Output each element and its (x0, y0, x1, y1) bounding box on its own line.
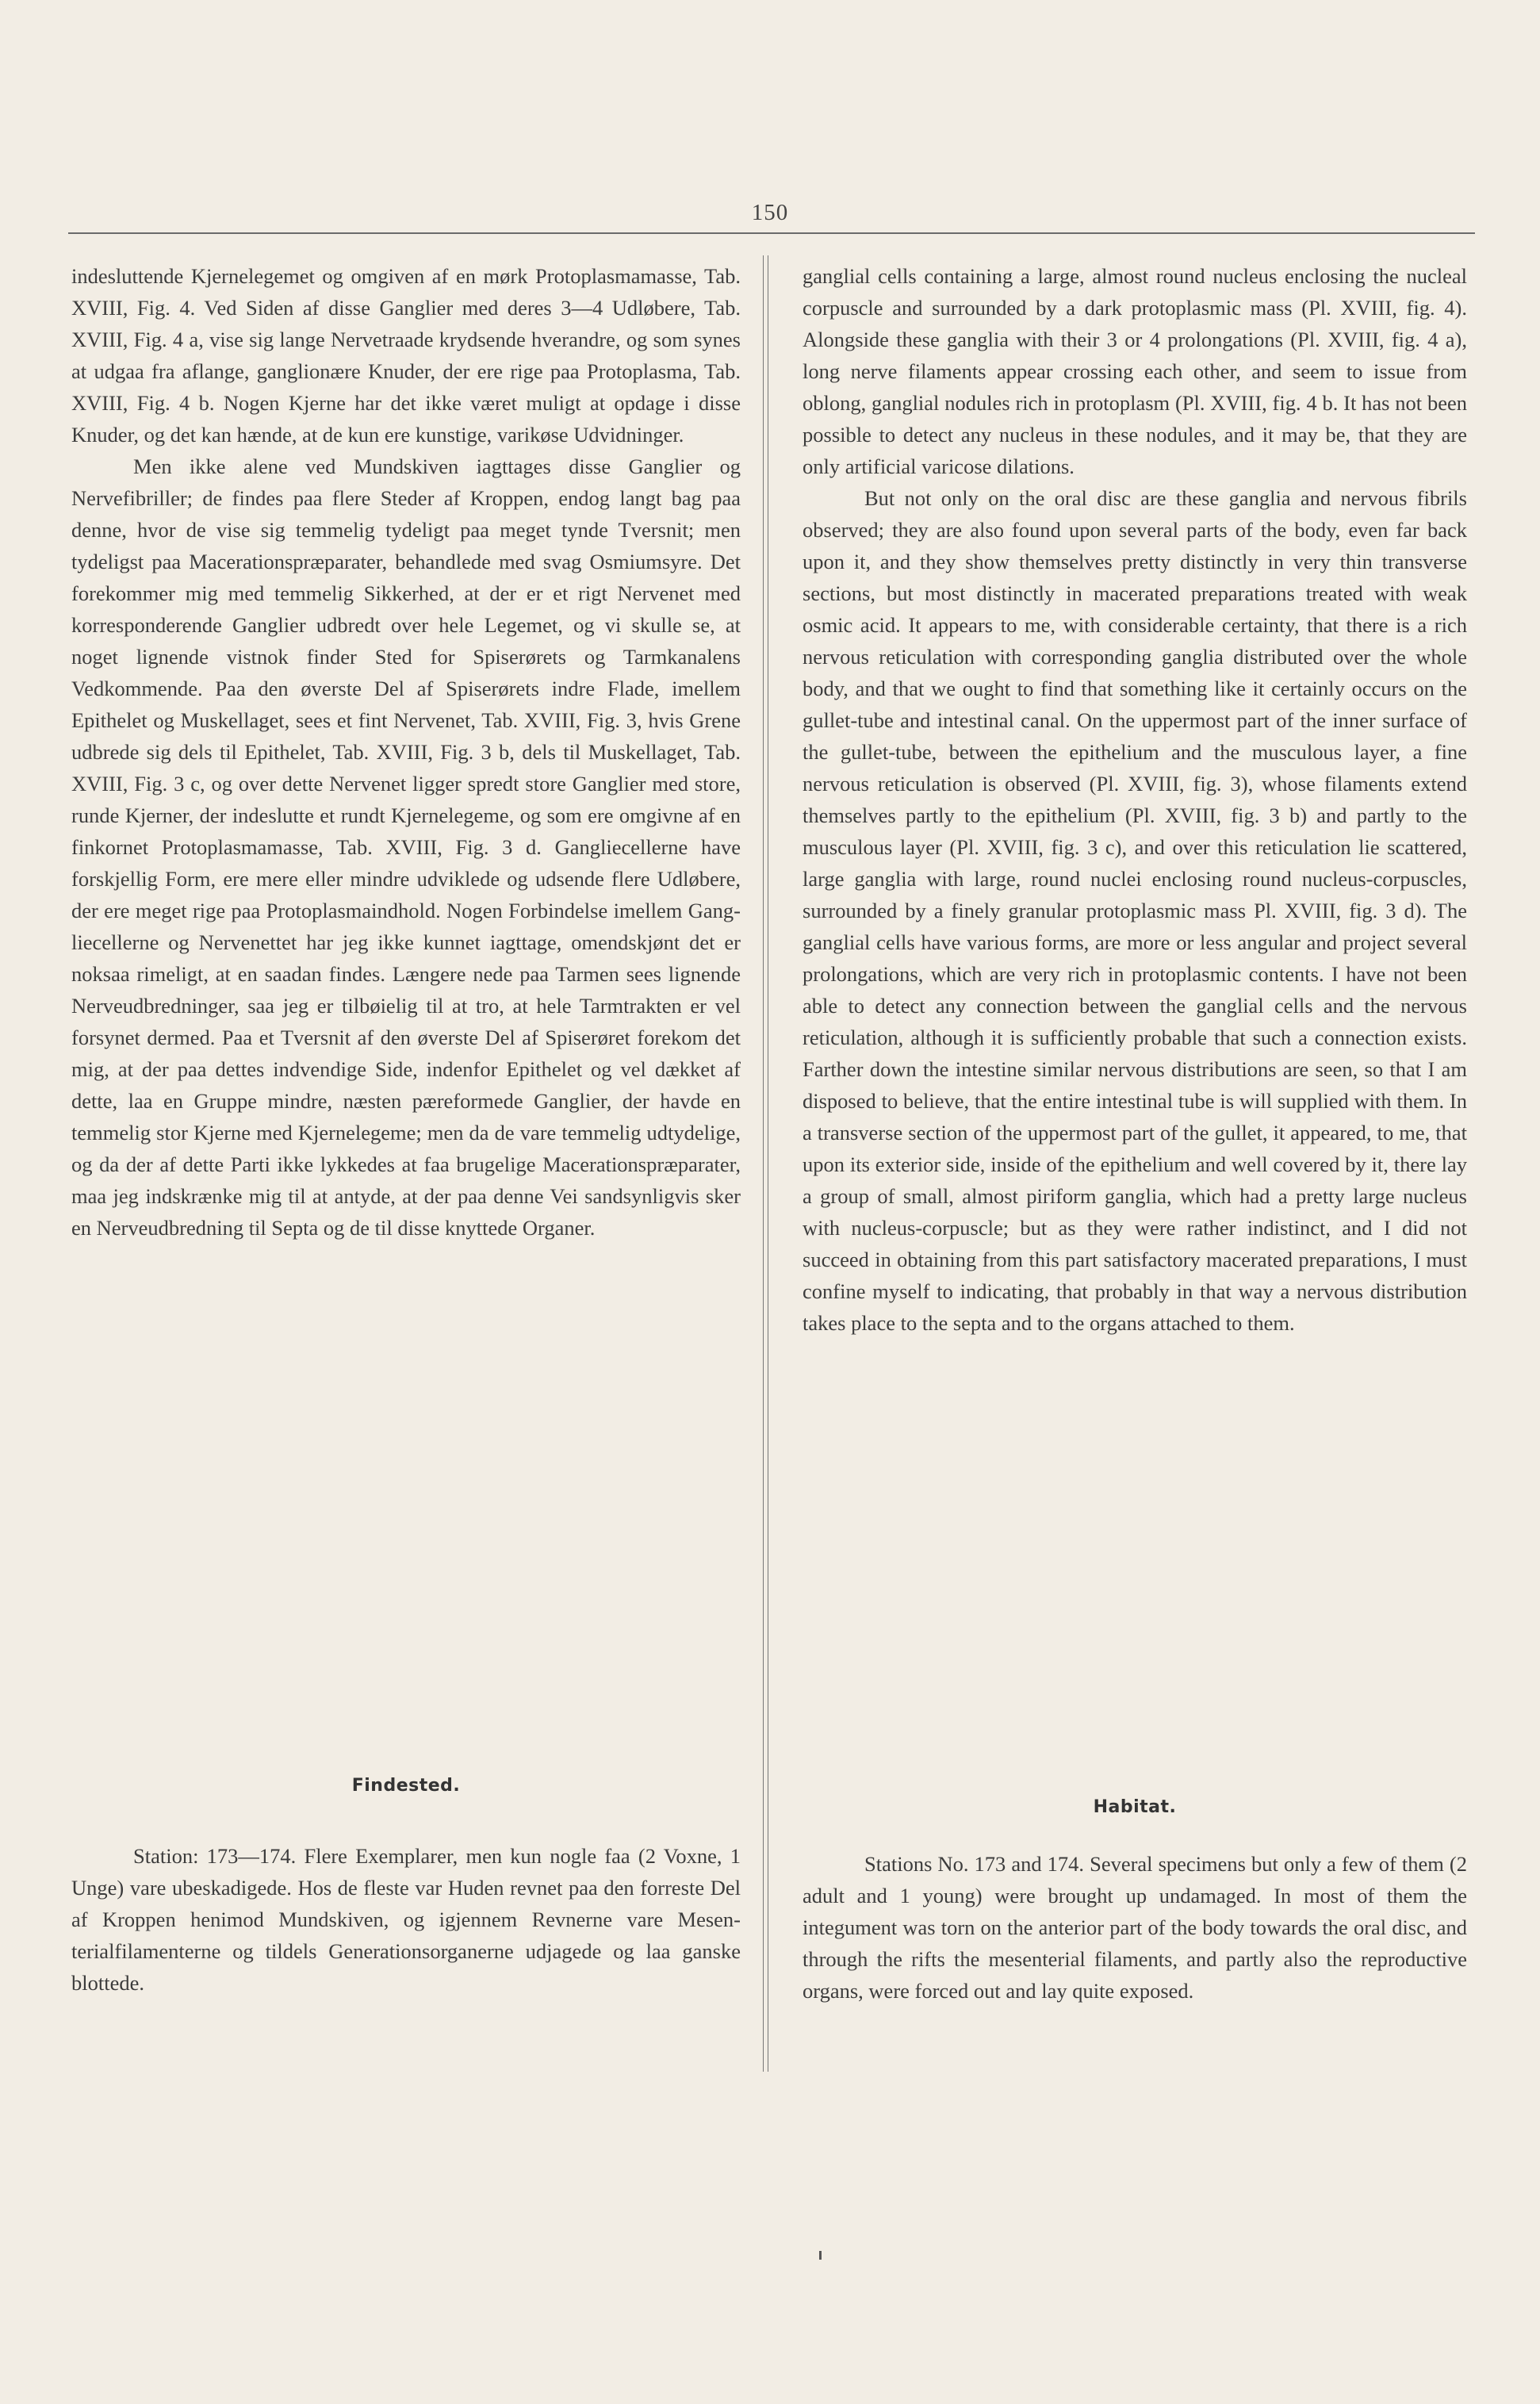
page-number: 150 (751, 200, 789, 225)
header-rule (68, 232, 1475, 234)
habitat-heading: Habitat. (1093, 1797, 1177, 1817)
print-speck (819, 2251, 822, 2260)
column-divider (763, 255, 768, 2072)
right-location-section (803, 1848, 1467, 2007)
right-paragraph-1: ganglial cells containing a large, almost round nucleus enclosing the nucleal corpuscle and surrounded by a dark protoplasmic mass (Pl. XVIII, fig. 4). Alongside these ganglia with their 3 or 4 prolongations (Pl. XVIII, fig. 4 a), long nerve filaments appear crossing each other, and seem to issue from oblong, ganglial nodules rich in protoplasm (Pl. XVIII, fig. 4 b. It has not been possible to detect any nucleus in these nodules, and it may be, that they are only artificial varicose dilations. (803, 264, 1467, 478)
left-column-body (71, 260, 741, 1244)
left-location-section (71, 1840, 741, 1999)
findested-heading: Findested. (351, 1776, 461, 1796)
findested-text: Station: 173—174. Flere Exemplarer, men kun nogle faa (2 Voxne, 1 Unge) vare ubeskadigede. Hos de fleste var Huden revnet paa den forreste Del af Kroppen henimod Mundskiven, og igjennem Revnerne vare Mesenterialfilamenterne og tildels Generationsorganerne udjagede og laa ganske blottede. (71, 1844, 741, 1995)
right-column-body (803, 260, 1467, 1339)
left-paragraph-1: indesluttende Kjernelegemet og omgiven af en mørk Protoplasmamasse, Tab. XVIII, Fig. 4. Ved Siden af disse Ganglier med deres 3—4 Udløbere, Tab. XVIII, Fig. 4 a, vise sig lange Nervetraade krydsende hverandre, og som synes at udgaa fra aflange, ganglionære Knuder, der ere rige paa Protoplasma, Tab. XVIII, Fig. 4 b. Nogen Kjerne har det ikke været muligt at opdage i disse Knuder, og det kan hænde, at de kun ere kunstige, varikøse Udvidninger. (71, 264, 741, 447)
left-paragraph-2: Men ikke alene ved Mundskiven iagttages disse Ganglier og Nervefibriller; de findes paa flere Steder af Kroppen, endog langt bag paa denne, hvor de vise sig temmelig tydeligt paa meget tynde Tversnit; men tydeligst paa Macerationspræparater, behandlede med svag Osmiumsyre. Det forekommer mig med temmelig Sikkerhed, at der er et rigt Nervenet med korresponderende Ganglier udbredt over hele Legemet, og vi skulle se, at noget lignende vistnok finder Sted for Spiserørets og Tarmkanalens Vedkommende. Paa den øverste Del af Spiserørets indre Flade, imellem Epithelet og Muskellaget, sees et fint Nervenet, Tab. XVIII, Fig. 3, hvis Grene udbrede sig dels til Epithelet, Tab. XVIII, Fig. 3 b, dels til Muskellaget, Tab. XVIII, Fig. 3 c, og over dette Nervenet ligger spredt store Ganglier med store, runde Kjerner, der indeslutte et rundt Kjernelegeme, og som ere omgivne af en finkornet Protoplasmamasse, Tab. XVIII, Fig. 3 d. Gangliecellerne have forskjellig Form, ere mere eller mindre udviklede og udsende flere Udløbere, der ere meget rige paa Protoplasmaindhold. Nogen Forbindelse imellem Gangliecellerne og Nervenettet har jeg ikke kunnet iagttage, omendskjønt det er noksaa rimeligt, at en saadan findes. Længere nede paa Tarmen sees lignende Nerveudbredninger, saa jeg er tilbøielig til at tro, at hele Tarmtrakten er vel forsynet dermed. Paa et Tversnit af den øverste Del af Spiserøret forekom det mig, at der paa dettes indvendige Side, indenfor Epithelet og vel dækket af dette, laa en Gruppe mindre, næsten pæreformede Ganglier, der havde en temmelig stor Kjerne med Kjernelegeme; men da de vare temmelig udtydelige, og da der af dette Parti ikke lykkedes at faa brugelige Macerationspræparater, maa jeg indskrænke mig til at antyde, at der paa denne Vei sandsynligvis sker en Nerveudbredning til Septa og de til disse knyttede Organer. (71, 454, 741, 1240)
habitat-text: Stations No. 173 and 174. Several specimens but only a few of them (2 adult and 1 young) were brought up undamaged. In most of them the integument was torn on the anterior part of the body towards the oral disc, and through the rifts the mesenterial filaments, and partly also the reproductive organs, were forced out and lay quite exposed. (803, 1852, 1467, 2003)
right-paragraph-2: But not only on the oral disc are these ganglia and nervous fibrils observed; they are also found upon several parts of the body, even far back upon it, and they show themselves pretty distinctly in very thin transverse sections, but most distinctly in macerated preparations treated with weak osmic acid. It appears to me, with considerable certainty, that there is a rich nervous reticulation with corresponding ganglia distributed over the whole body, and that we ought to find that something like it certainly occurs on the gullet-tube and intestinal canal. On the uppermost part of the inner surface of the gullet-tube, between the epithelium and the musculous layer, a fine nervous reticulation is observed (Pl. XVIII, fig. 3), whose filaments extend themselves partly to the epithelium (Pl. XVIII, fig. 3 b) and partly to the musculous layer (Pl. XVIII, fig. 3 c), and over this reticulation lie scattered, large ganglia with large, round nuclei enclosing round nucleus-corpuscles, surrounded by a finely granular protoplasmic mass Pl. XVIII, fig. 3 d). The ganglial cells have various forms, are more or less angular and project several prolongations, which are very rich in protoplasmic contents. I have not been able to detect any connection between the ganglial cells and the nervous reticulation, although it is sufficiently probable that such a connection exists. Farther down the intestine similar nervous distributions are seen, so that I am disposed to believe, that the entire intestinal tube is will supplied with them. In a transverse section of the uppermost part of the gullet, it appeared, to me, that upon its exterior side, inside of the epithelium and well covered by it, there lay a group of small, almost piriform ganglia, which had a pretty large nucleus with nucleus-corpuscle; but as they were rather indistinct, and I did not succeed in obtaining from this part satisfactory macerated preparations, I must confine myself to indicating, that probably in that way a nervous distribution takes place to the septa and to the organs attached to them. (803, 486, 1467, 1335)
